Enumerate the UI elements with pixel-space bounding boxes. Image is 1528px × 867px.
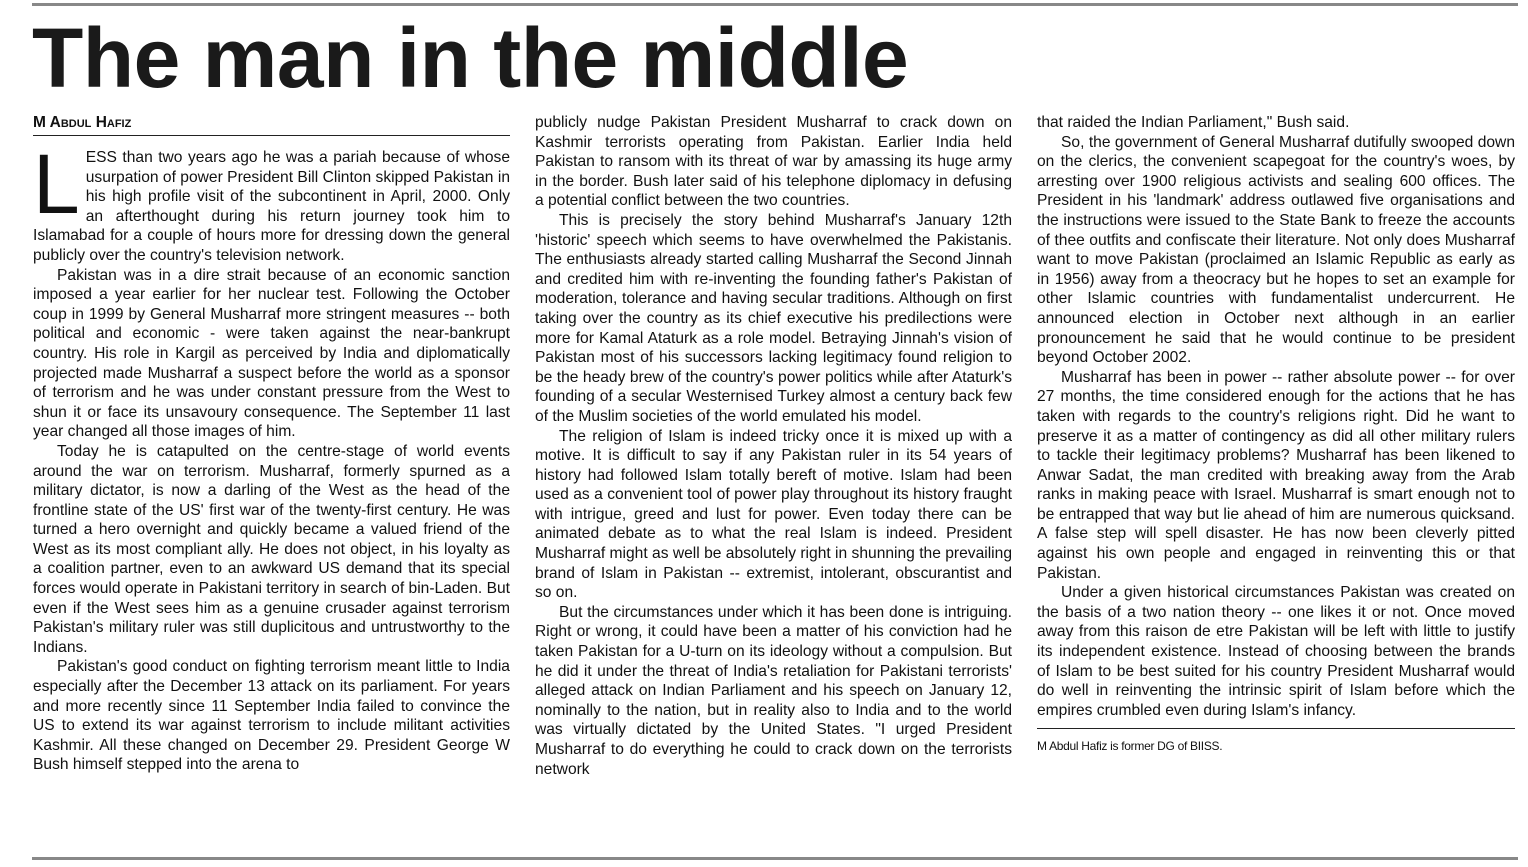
paragraph [33, 137, 510, 266]
top-rule [32, 3, 1518, 6]
paragraph: Pakistan was in a dire strait because of an economic sanction imposed a year earlier for her nuclear test. Following the October coup in 1999 by General Musharraf more stringent measures -- both political and economic - were taken against the near-bankrupt country. His role in Kargil as perceived by India and diplomatically projected made Musharraf a suspect before the world as a sponsor of terrorism and he was under constant pressure from the West to shun it or face its unsavoury consequence. The September 11 last year changed all those images of him. [33, 266, 510, 441]
paragraph: publicly nudge Pakistan President Musharraf to crack down on Kashmir terrorists operating from Pakistan. Earlier India held Pakistan to ransom with its threat of war by amassing its huge army in the border. Bush later said of his telephone diplomacy in defusing a potential conflict between the two countries. [535, 114, 1012, 210]
bottom-rule [32, 857, 1518, 860]
paragraph: Pakistan's good conduct on fighting terrorism meant little to India especially after the December 13 attack on its parliament. For years and more recently since 11 September India failed to convince the US to extend its war against terrorism to include militant activities Kashmir. All these changed on December 29. President George W Bush himself stepped into the arena to [33, 658, 510, 774]
paragraph: So, the government of General Musharraf dutifully swooped down on the clerics, the convenient scapegoat for the country's woes, by arresting over 1900 religious activists and sealing 600 offices. The President in his 'landmark' address outlawed five organisations and the instructions were issued to the State Bank to freeze the accounts of thee outfits and confiscate their literature. Not only does Musharraf want to move Pakistan (proclaimed an Islamic Republic as early as in 1956) away from a theocracy but he hopes to set an example for other Islamic countries with fundamentalist undercurrent. He announced election in October next although in an earlier pronouncement he said that he would continue to be president beyond October 2002. [1037, 133, 1515, 367]
paragraph: that raided the Indian Parliament," Bush said. [1037, 114, 1350, 131]
paragraph: But the circumstances under which it has been done is intriguing. Right or wrong, it could have been a matter of his conviction had he taken Pakistan for a U-turn on its ideology without a compulsion. But he did it under the threat of India's retaliation for Pakistani terrorists' alleged attack on Indian Parliament and his speech on January 12, nominally to the nation, but in reality also to India and to the world was virtually dictated by the United States. "I urged President Musharraf to do everything he could to crack down on the terrorists network [535, 603, 1012, 778]
drop-cap: L [33, 137, 80, 231]
column-1 [33, 113, 510, 843]
paragraph: Under a given historical circumstances Pakistan was created on the basis of a two nation theory -- one likes it or not. Once moved away from this raison de etre Pakistan will be left with little to justify its independent existence. Instead of choosing between the brands of Islam to be best suited for his country President Musharraf would do well in reinventing the intrinsic spirit of Islam before which the empires crumbled even during Islam's infancy. [1037, 584, 1515, 719]
paragraph: This is precisely the story behind Musharraf's January 12th 'historic' speech which seems to have overwhelmed the Pakistanis. The enthusiasts already started calling Musharraf the Second Jinnah and credited him with re-inventing the founding father's Pakistan of moderation, tolerance and having secular traditions. Although on first taking over the country as its chief executive his predilections were more for Kamal Ataturk as a role model. Betraying Jinnah's vision of Pakistan most of his successors lacking legitimacy found religion to be the heady brew of the country's power politics while after Ataturk's founding of a secular Westernised Turkey almost a century back few of the Muslim societies of the world emulated his model. [535, 211, 1012, 425]
column-2 [535, 113, 1012, 843]
paragraph: Today he is catapulted on the centre-stage of world events around the war on terrorism. Musharraf, formerly spurned as a military dictator, is now a darling of the West as the head of the frontline state of the US' first war of the twenty-first century. He was turned a hero overnight and quickly became a valued friend of the West as its most compliant ally. He does not object, in his loyalty as a coalition partner, even to an awkward US demand that its special forces would operate in Pakistani territory in search of bin-Laden. But even if the West sees him as a genuine crusader against terrorism Pakistan's military ruler was still duplicitous and untrustworthy to the Indians. [33, 442, 510, 656]
paragraph-text: ESS than two years ago he was a pariah because of whose usurpation of power President Bill Clinton skipped Pakistan in his high profile visit of the subcontinent in April, 2000. Only an afterthought during his return journey took him to Islamabad for a couple of hours more for dressing down the general publicly over the country's television network. [33, 149, 510, 264]
column-3 [1037, 113, 1515, 843]
headline: The man in the middle [32, 11, 909, 105]
paragraph: The religion of Islam is indeed tricky once it is mixed up with a motive. It is difficult to say if any Pakistan ruler in its 54 years of history had followed Islam totally bereft of motive. Islam had been used as a convenient tool of power play throughout its history fraught with intrigue, greed and lust for power. Even today there can be animated debate as to what the real Islam is indeed. President Musharraf might as well be absolutely right in shunning the prevailing brand of Islam in Pakistan -- extremist, intolerant, obscurantist and so on. [535, 427, 1012, 602]
author-note: M Abdul Hafiz is former DG of BIISS. [1037, 728, 1515, 753]
byline: M Abdul Hafiz [33, 113, 510, 136]
paragraph: Musharraf has been in power -- rather absolute power -- for over 27 months, the time considered enough for the actions that he has taken with regards to the country's religions right. Did he want to preserve it as a matter of contingency as did all other military rulers to tackle their legitimacy problems? Musharraf has been likened to Anwar Sadat, the man credited with breaking away from the Arab ranks in making peace with Israel. Musharraf is smart enough not to be entrapped that way but lie ahead of him are numerous quicksand. A false step will spell disaster. He has now been cleverly pitted against his own people and engaged in reinventing this or that Pakistan. [1037, 368, 1515, 582]
